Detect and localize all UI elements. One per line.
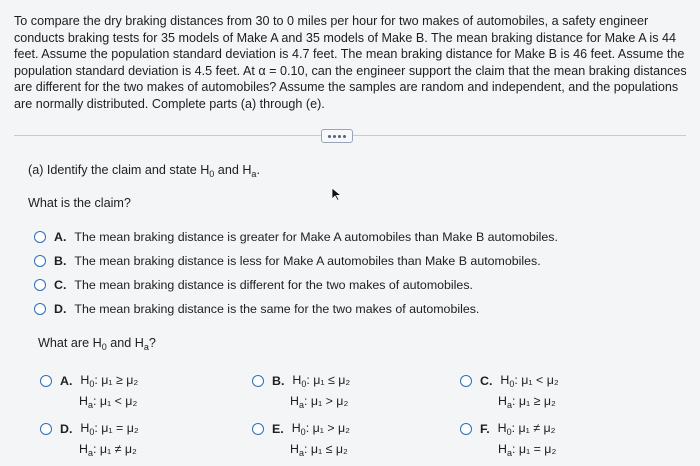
claim-option-c[interactable]: C. The mean braking distance is different for the two makes of automobiles. (34, 278, 473, 292)
radio-button[interactable] (34, 279, 46, 291)
claim-option-a[interactable]: A. The mean braking distance is greater for Make A automobiles than Make B automobiles. (34, 230, 558, 244)
hyp-option-e[interactable]: E. $H_0$: μ₁ > μ₂ $H_a$: μ₁ ≤ μ₂ (252, 421, 350, 458)
hypotheses-question: What are $H_0$ and $H_a$? (38, 336, 156, 352)
problem-text: To compare the dry braking distances from 30 to 0 miles per hour for two makes of automobiles, a safety engineer conducts braking tests for 35 models of Make A and 35 models of Make B. The mean braking distance for Make A is 44 feet. Assume the population standard deviation is 4.7 feet. The mean braking distance for Make B is 46 feet. Assume the population standard deviation is 4.5 feet. At α = 0.10, can the engineer support the claim that the mean braking distances are different for the two makes of automobiles? Assume the samples are random and independent, and the populations are normally distributed. Complete parts (a) through (e). (14, 14, 687, 111)
mouse-pointer-icon (331, 187, 343, 201)
claim-question: What is the claim? (28, 196, 131, 210)
radio-button[interactable] (252, 423, 264, 435)
radio-button[interactable] (40, 375, 52, 387)
part-a-heading: (a) Identify the claim and state $H_0$ and $H_a$. (28, 163, 260, 179)
radio-button[interactable] (252, 375, 264, 387)
radio-button[interactable] (34, 231, 46, 243)
hyp-option-d[interactable]: D. $H_0$: μ₁ = μ₂ $H_a$: μ₁ ≠ μ₂ (40, 421, 139, 458)
hyp-option-c[interactable]: C. $H_0$: μ₁ < μ₂ $H_a$: μ₁ ≥ μ₂ (460, 373, 559, 410)
radio-button[interactable] (460, 375, 472, 387)
hyp-option-f[interactable]: F. $H_0$: μ₁ ≠ μ₂ $H_a$: μ₁ = μ₂ (460, 421, 556, 458)
radio-button[interactable] (34, 303, 46, 315)
hyp-option-a[interactable]: A. $H_0$: μ₁ ≥ μ₂ $H_a$: μ₁ < μ₂ (40, 373, 138, 410)
hyp-option-b[interactable]: B. $H_0$: μ₁ ≤ μ₂ $H_a$: μ₁ > μ₂ (252, 373, 350, 410)
radio-button[interactable] (34, 255, 46, 267)
expand-dots-button[interactable] (321, 129, 353, 143)
more-dots-icon (328, 135, 331, 138)
claim-option-d[interactable]: D. The mean braking distance is the same for the two makes of automobiles. (34, 302, 479, 316)
claim-option-b[interactable]: B. The mean braking distance is less for Make A automobiles than Make B automobiles. (34, 254, 541, 268)
radio-button[interactable] (40, 423, 52, 435)
radio-button[interactable] (460, 423, 472, 435)
